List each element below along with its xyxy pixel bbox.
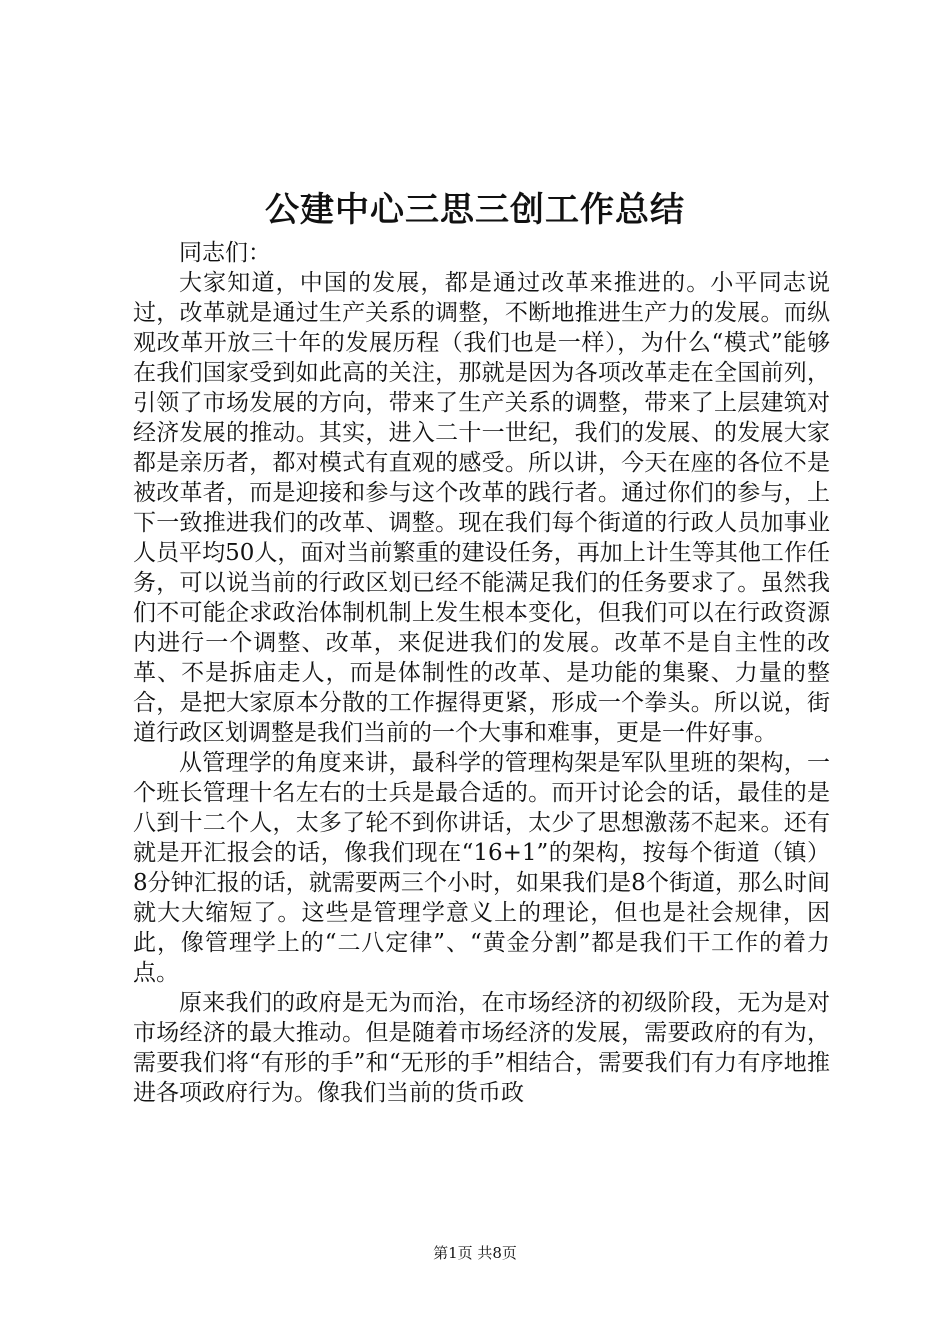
salutation: 同志们： [179,240,271,266]
document-title: 公建中心三思三创工作总结 [265,190,685,230]
page-number-footer: 第1页 共8页 [433,1244,517,1262]
paragraph: 原来我们的政府是无为而治，在市场经济的初级阶段，无为是对市场经济的最大推动。但是随着市场经济的发展，需要政府的有为，需要我们将“有形的手”和“无形的手”相结合，需要我们有力有序地推进各项政府行为。像我们当前的货币政 [133,990,830,1106]
document-body [133,238,830,1108]
paragraph: 从管理学的角度来讲，最科学的管理构架是军队里班的架构，一个班长管理十名左右的士兵是最合适的。而开讨论会的话，最佳的是八到十二个人，太多了轮不到你讲话，太少了思想激荡不起来。还有就是开汇报会的话，像我们现在“16+1”的架构，按每个街道（镇）8分钟汇报的话，就需要两三个小时，如果我们是8个街道，那么时间就大大缩短了。这些是管理学意义上的理论，但也是社会规律，因此，像管理学上的“二八定律”、“黄金分割”都是我们干工作的着力点。 [133,750,830,986]
paragraph: 大家知道，中国的发展，都是通过改革来推进的。小平同志说过，改革就是通过生产关系的调整，不断地推进生产力的发展。而纵观改革开放三十年的发展历程（我们也是一样），为什么“模式”能够在我们国家受到如此高的关注，那就是因为各项改革走在全国前列，引领了市场发展的方向，带来了生产关系的调整，带来了上层建筑对经济发展的推动。其实，进入二十一世纪，我们的发展、的发展大家都是亲历者，都对模式有直观的感受。所以讲，今天在座的各位不是被改革者，而是迎接和参与这个改革的践行者。通过你们的参与，上下一致推进我们的改革、调整。现在我们每个街道的行政人员加事业人员平均50人，面对当前繁重的建设任务，再加上计生等其他工作任务，可以说当前的行政区划已经不能满足我们的任务要求了。虽然我们不可能企求政治体制机制上发生根本变化，但我们可以在行政资源内进行一个调整、改革，来促进我们的发展。改革不是自主性的改革、不是拆庙走人，而是体制性的改革、是功能的集聚、力量的整合，是把大家原本分散的工作握得更紧，形成一个拳头。所以说，街道行政区划调整是我们当前的一个大事和难事，更是一件好事。 [133,270,830,746]
